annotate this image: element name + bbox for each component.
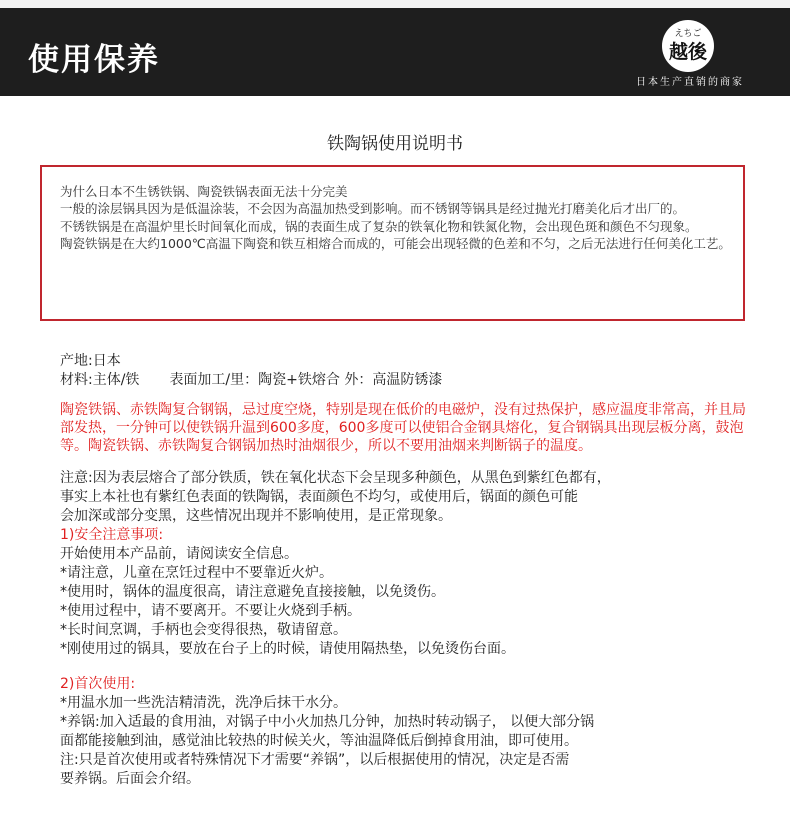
brand-tagline: 日本生产直销的商家 (636, 77, 744, 88)
spec-surface: 表面加工/里：陶瓷+铁熔合 外：高温防锈漆 (169, 372, 443, 388)
safety-heading: 1)安全注意事项: (60, 527, 164, 544)
safety-item: *刚使用过的锅具，要放在台子上的时候，请使用隔热垫，以免烫伤台面。 (60, 641, 515, 658)
first-use-item: 注:只是首次使用或者特殊情况下才需要“养锅”，以后根据使用的情况，决定是否需 (60, 752, 570, 769)
first-use-item: *用温水加一些洗洁精清洗，洗净后抹干水分。 (60, 695, 347, 712)
header (0, 0, 790, 96)
note-line: 事实上本社也有紫红色表面的铁陶锅，表面颜色不均匀，或使用后，锅面的颜色可能 (60, 489, 578, 506)
brand-logo (662, 20, 714, 72)
first-use-heading: 2)首次使用: (60, 676, 136, 693)
notice-text (60, 183, 732, 253)
first-use-item: *养锅:加入适最的食用油，对锅子中小火加热几分钟，加热时转动锅子， 以便大部分锅 (60, 714, 595, 731)
notice-line: 一般的涂层锅具因为是低温涂装，不会因为高温加热受到影响。而不锈钢等锅具是经过抛光打磨美化后才出厂的。 (60, 201, 686, 217)
note-line: 注意:因为表层熔合了部分铁质，铁在氧化状态下会呈现多种颜色，从黑色到紫红色都有， (60, 470, 611, 487)
safety-item: *使用时，锅体的温度很高，请注意避免直接接触，以免烫伤。 (60, 584, 445, 601)
first-use-item: 面都能接触到油，感觉油比较热的时候关火，等油温降低后倒掉食用油，即可使用。 (60, 733, 578, 750)
spec-material: 材料:主体/铁 (60, 372, 140, 388)
main-content (60, 352, 750, 789)
header-band (0, 8, 790, 96)
spec-material-row (60, 371, 750, 390)
safety-item: *使用过程中，请不要离开。不要让火烧到手柄。 (60, 603, 361, 620)
safety-item: *长时间烹调，手柄也会变得很热，敬请留意。 (60, 622, 347, 639)
logo-kanji: 越後 (668, 41, 707, 63)
document-title: 铁陶锅使用说明书 (327, 134, 463, 154)
page-title: 使用保养 (28, 42, 160, 78)
logo-kana: えちご (674, 29, 702, 39)
safety-item: *请注意，儿童在烹饪过程中不要靠近火炉。 (60, 565, 333, 582)
notice-line: 不锈铁锅是在高温炉里长时间氧化而成，锅的表面生成了复杂的铁氧化物和铁氮化物，会出现色斑和颜色不匀现象。 (60, 218, 698, 234)
note-line: 会加深或部分变黑，这些情况出现并不影响使用，是正常现象。 (60, 508, 452, 525)
safety-item: 开始使用本产品前，请阅读安全信息。 (60, 546, 298, 563)
warning-text: 陶瓷铁锅、赤铁陶复合钢锅，忌过度空烧，特别是现在低价的电磁炉，没有过热保护，感应温度非常高，并且局部发热，一分钟可以使铁锅升温到600多度，600多度可以使铝合金钢具熔化，复合钢锅具出现层板分离，鼓泡等。陶瓷铁锅、赤铁陶复合钢锅加热时油烟很少，所以不要用油烟来判断锅子的温度。 (60, 402, 746, 454)
spec-origin: 产地:日本 (60, 353, 121, 369)
notice-line: 陶瓷铁锅是在大约1000℃高温下陶瓷和铁互相熔合而成的，可能会出现轻微的色差和不匀，之后无法进行任何美化工艺。 (60, 236, 731, 252)
notice-line: 为什么日本不生锈铁锅、陶瓷铁锅表面无法十分完美 (60, 184, 348, 199)
first-use-item: 要养锅。后面会介绍。 (60, 771, 200, 788)
notice-box (40, 165, 745, 321)
